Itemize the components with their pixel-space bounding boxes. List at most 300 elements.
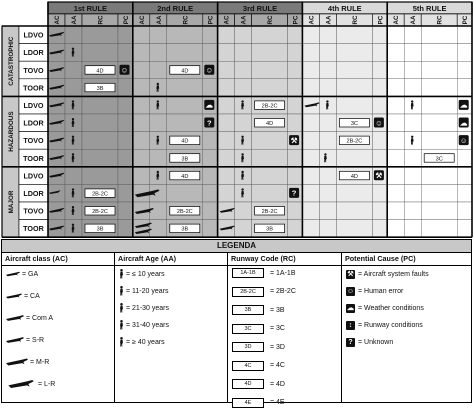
legend-ac-header: Aircraft class (AC) (2, 253, 114, 266)
runway-code-label: 2B-2C (92, 209, 108, 216)
matrix-cell (288, 61, 303, 79)
legend-pc-item (346, 336, 393, 348)
subcolumn-label-rc: RC (351, 15, 359, 25)
legend-rc-label: = 3B (270, 306, 285, 314)
matrix-cell (235, 61, 252, 79)
aircraft-ga-icon (6, 270, 20, 278)
subcolumn-label-pc: PC (462, 15, 470, 25)
aircraft-system-faults-icon: ⚒ (347, 271, 354, 278)
row-label-tovo: TOVO (23, 136, 44, 146)
svg-text:?: ? (291, 188, 297, 198)
matrix-cell (288, 44, 303, 62)
legend-aa-item (119, 268, 165, 280)
matrix-cell (404, 220, 421, 238)
legend-rc-item (232, 267, 296, 279)
matrix-cell (372, 184, 387, 202)
runway-code-box (255, 101, 285, 110)
matrix-cell (218, 114, 235, 132)
svg-text:☁: ☁ (205, 100, 214, 110)
subcolumn-label-rc: RC (436, 15, 444, 25)
matrix-cell (218, 96, 235, 114)
legend-pc-label: = Weather conditions (358, 304, 424, 312)
matrix-cell (118, 79, 133, 97)
subcolumn-label-pc: PC (122, 15, 130, 25)
matrix-cell (387, 26, 404, 44)
matrix-cell (404, 26, 421, 44)
matrix-cell (133, 26, 150, 44)
subcolumn-label-aa: AA (155, 15, 163, 25)
rule-label-3: 3rd RULE (242, 4, 278, 13)
runway-code-box (85, 83, 115, 92)
legend-pc-label: = Aircraft system faults (358, 270, 429, 278)
matrix-cell (252, 26, 288, 44)
matrix-cell (167, 26, 203, 44)
matrix-cell (372, 220, 387, 238)
row-label-ldvo: LDVO (23, 171, 44, 181)
row-label-tovo: TOVO (23, 65, 44, 75)
runway-code-box (85, 224, 115, 233)
age-figure-3-icon (119, 303, 124, 313)
runway-code-label: 2B-2C (261, 103, 278, 110)
matrix-cell (203, 132, 218, 150)
age-figure-4-icon (119, 320, 124, 330)
matrix-cell (336, 96, 372, 114)
legend-ac-item (6, 268, 38, 280)
legend-pc-label: = Human error (358, 287, 404, 295)
matrix-cell (336, 61, 372, 79)
matrix-cell (457, 26, 472, 44)
matrix-cell (421, 44, 457, 62)
legend-pc-label: = Runway conditions (358, 321, 423, 329)
legend-rc-item (232, 304, 285, 316)
subcolumn-label-rc: RC (182, 15, 190, 25)
matrix-cell (302, 114, 319, 132)
matrix-cell (133, 149, 150, 167)
matrix-cell (65, 61, 82, 79)
matrix-cell (252, 44, 288, 62)
runway-code-label: 2B-2C (346, 138, 363, 145)
matrix-cell (387, 44, 404, 62)
legend-rc-item (232, 341, 285, 353)
human-error-icon: ☺ (346, 287, 355, 295)
runway-code-label: 4D (181, 173, 189, 180)
matrix-cell (252, 167, 288, 185)
svg-text:⚒: ⚒ (290, 135, 298, 145)
category-label-major: MAJOR (8, 190, 15, 214)
matrix-cell (118, 184, 133, 202)
runway-code-label: 3B (96, 226, 104, 233)
legend-ac-item (6, 356, 49, 368)
matrix-cell (421, 132, 457, 150)
matrix-cell (336, 202, 372, 220)
matrix-cell (235, 202, 252, 220)
matrix-cell (252, 79, 288, 97)
matrix-cell (288, 202, 303, 220)
matrix-cell (235, 26, 252, 44)
matrix-cell (150, 114, 167, 132)
matrix-cell (203, 149, 218, 167)
human-error-icon (374, 118, 384, 128)
matrix-cell (203, 202, 218, 220)
legend-aircraft-age (115, 253, 228, 402)
legend-rc-item (232, 323, 285, 335)
matrix-cell (150, 202, 167, 220)
aircraft-system-faults-icon (374, 170, 384, 180)
legend-rc-label: = 4C (270, 362, 285, 369)
legend-aa-item (119, 319, 169, 331)
runway-code-box (424, 154, 454, 163)
age-figure-5-icon (119, 337, 124, 347)
legend-ac-label: = S-R (26, 336, 45, 344)
matrix-cell (421, 202, 457, 220)
category-label-catastrophic: CATASTROPHIC (8, 36, 15, 86)
legend-aa-label: = ≥ 40 years (126, 338, 165, 346)
runway-code-box (255, 224, 285, 233)
matrix-cell (133, 44, 150, 62)
matrix-cell (288, 26, 303, 44)
legend-ac-label: = M-R (30, 358, 50, 366)
subcolumn-label-ac: AC (54, 15, 61, 25)
legend-rc-label: = 2B-2C (270, 288, 296, 295)
matrix-cell (118, 96, 133, 114)
legend-rc-label: = 1A-1B (270, 269, 296, 277)
matrix-cell (457, 202, 472, 220)
subcolumn-label-aa: AA (240, 15, 248, 25)
matrix-cell (457, 149, 472, 167)
unknown-icon (204, 118, 214, 128)
matrix-cell (133, 114, 150, 132)
legend-aa-label: = 31-40 years (126, 321, 169, 329)
legend-rc-item (232, 286, 296, 298)
matrix-cell (235, 79, 252, 97)
matrix-cell (252, 184, 288, 202)
matrix-cell (302, 132, 319, 150)
matrix-cell (118, 167, 133, 185)
matrix-cell (133, 61, 150, 79)
legend-aa-label: = 11-20 years (126, 287, 169, 295)
matrix-cell (302, 26, 319, 44)
matrix-cell (252, 132, 288, 150)
matrix-cell (372, 61, 387, 79)
runway-code-box (85, 207, 115, 216)
matrix-cell (218, 184, 235, 202)
runway-code-box (85, 189, 115, 198)
runway-code-box (339, 136, 369, 145)
legend-potential-cause (342, 253, 471, 402)
matrix-cell (319, 61, 336, 79)
matrix-cell (218, 61, 235, 79)
matrix-cell (118, 26, 133, 44)
matrix-cell (421, 184, 457, 202)
matrix-cell (82, 149, 118, 167)
matrix-cell (288, 79, 303, 97)
subcolumn-label-aa: AA (325, 15, 333, 25)
subcolumn-label-ac: AC (223, 15, 231, 25)
matrix-cell (288, 167, 303, 185)
runway-code-label: 2B-2C (261, 209, 278, 216)
matrix-cell (82, 44, 118, 62)
legend-rc-label: = 4E (270, 399, 285, 406)
matrix-cell (167, 114, 203, 132)
subcolumn-label-rc: RC (267, 15, 275, 25)
age-figure-1-icon (119, 269, 124, 279)
matrix-cell (404, 202, 421, 220)
row-label-tovo: TOVO (23, 206, 44, 216)
matrix-cell (421, 79, 457, 97)
matrix-cell (372, 149, 387, 167)
unknown-icon (289, 188, 299, 198)
weather-conditions-icon (459, 100, 469, 110)
legend-pc-header: Potential Cause (PC) (342, 253, 471, 266)
matrix-cell (372, 26, 387, 44)
matrix-cell (387, 149, 404, 167)
matrix-cell (218, 44, 235, 62)
matrix-cell (288, 149, 303, 167)
matrix-cell (82, 96, 118, 114)
runway-code-label: 2B-2C (176, 209, 193, 216)
row-label-ldor: LDOR (23, 189, 44, 198)
matrix-cell (387, 132, 404, 150)
legend-runway-code (228, 253, 342, 406)
matrix-cell (203, 220, 218, 238)
row-label-toor: TOOR (23, 224, 44, 234)
matrix-cell (421, 26, 457, 44)
legend-aa-item (119, 302, 169, 314)
matrix-cell (65, 79, 82, 97)
subcolumn-label-pc: PC (377, 15, 385, 25)
matrix-cell (319, 44, 336, 62)
human-error-icon (204, 65, 214, 75)
matrix-cell (319, 202, 336, 220)
matrix-cell (150, 220, 167, 238)
matrix-cell (302, 149, 319, 167)
matrix-cell (167, 96, 203, 114)
matrix-cell (150, 149, 167, 167)
unknown-icon: ? (346, 338, 355, 347)
legend-rc-header: Runway Code (RC) (228, 253, 341, 266)
legend-aa-label: = ≤ 10 years (126, 270, 165, 278)
matrix-cell (302, 79, 319, 97)
legend-ac-label: = Com A (26, 314, 54, 322)
legend-ac-item (6, 334, 44, 346)
aircraft-m-r-icon (6, 358, 28, 366)
aircraft-s-r-icon (6, 336, 24, 344)
legend-rc-label: = 4D (270, 380, 285, 388)
matrix-cell (118, 202, 133, 220)
matrix-cell (372, 202, 387, 220)
matrix-cell (203, 44, 218, 62)
matrix-cell (150, 26, 167, 44)
matrix-cell (336, 79, 372, 97)
row-label-ldor: LDOR (23, 48, 44, 58)
matrix-cell (319, 132, 336, 150)
row-label-toor: TOOR (23, 83, 44, 93)
row-label-toor: TOOR (23, 153, 44, 163)
matrix-cell (235, 220, 252, 238)
runway-code-box (255, 207, 285, 216)
legend-aa-header: Aircraft Age (AA) (115, 253, 227, 266)
runway-code-label: 4D (350, 173, 358, 180)
matrix-cell (133, 132, 150, 150)
runway-code-label: 4D (96, 68, 104, 75)
subcolumn-label-ac: AC (393, 15, 401, 25)
matrix-cell (457, 167, 472, 185)
matrix-cell (457, 220, 472, 238)
svg-text:☺: ☺ (459, 135, 468, 145)
matrix-cell (404, 184, 421, 202)
matrix-cell (133, 220, 150, 238)
subcolumn-label-rc: RC (97, 15, 105, 25)
svg-text:☺: ☺ (120, 65, 129, 75)
matrix-cell (218, 167, 235, 185)
matrix-cell (65, 167, 82, 185)
matrix-cell (404, 61, 421, 79)
matrix-cell (387, 202, 404, 220)
aircraft-ca-icon (6, 292, 22, 300)
matrix-cell (118, 132, 133, 150)
matrix-cell (457, 79, 472, 97)
matrix-cell (218, 132, 235, 150)
matrix-cell (288, 114, 303, 132)
runway-code-box (85, 66, 115, 75)
matrix-cell (302, 44, 319, 62)
runway-code-box (339, 119, 369, 128)
matrix-cell (319, 167, 336, 185)
row-label-ldvo: LDVO (23, 30, 44, 40)
matrix-cell (118, 149, 133, 167)
runway-code-label: 3C (435, 156, 443, 163)
matrix-cell (302, 167, 319, 185)
matrix-cell (82, 167, 118, 185)
runway-code-box (170, 136, 200, 145)
legend-aa-label: = 21-30 years (126, 304, 169, 312)
legend-rc-label: = 3D (270, 343, 285, 351)
legend-ac-item (6, 312, 53, 324)
matrix-cell (404, 79, 421, 97)
legend-ac-item (6, 378, 55, 390)
runway-code-sample: 4E (232, 398, 264, 408)
runway-code-box (255, 119, 285, 128)
matrix-cell (387, 114, 404, 132)
subcolumn-label-aa: AA (71, 15, 78, 25)
matrix-cell (218, 26, 235, 44)
runway-code-label: 3B (266, 226, 274, 233)
matrix-cell (82, 132, 118, 150)
runway-code-sample: 2B-2C (232, 287, 264, 297)
matrix-cell (82, 114, 118, 132)
matrix-cell (319, 220, 336, 238)
matrix-cell (421, 167, 457, 185)
age-figure-2-icon (119, 286, 124, 296)
matrix-cell (319, 114, 336, 132)
matrix-cell (421, 96, 457, 114)
legend-rc-item (232, 397, 285, 409)
runway-code-label: 4D (181, 138, 189, 145)
aircraft-system-faults-icon (289, 135, 299, 145)
legend-pc-item (346, 302, 424, 314)
matrix-cell (372, 79, 387, 97)
legend-pc-item (346, 285, 403, 297)
runway-code-label: 3C (350, 121, 358, 128)
legend-rc-item (232, 378, 285, 390)
rule-label-4: 4th RULE (327, 4, 362, 13)
matrix-cell (302, 61, 319, 79)
svg-text:⚒: ⚒ (375, 171, 383, 181)
matrix-cell (218, 149, 235, 167)
weather-conditions-icon (204, 100, 214, 110)
matrix-cell (404, 114, 421, 132)
aircraft-com-a-icon (6, 314, 24, 322)
legend-panel (1, 239, 472, 406)
matrix-cell (133, 79, 150, 97)
matrix-cell (302, 184, 319, 202)
matrix-cell (336, 149, 372, 167)
svg-text:☺: ☺ (205, 65, 214, 75)
matrix-cell (387, 61, 404, 79)
matrix-cell (372, 132, 387, 150)
matrix-cell (252, 61, 288, 79)
runway-code-sample: 3B (232, 305, 264, 315)
matrix-cell (203, 184, 218, 202)
legend-aa-item (119, 336, 165, 348)
matrix-cell (421, 114, 457, 132)
matrix-cell (387, 184, 404, 202)
matrix-cell (404, 44, 421, 62)
matrix-cell (387, 96, 404, 114)
runway-code-sample: 4C (232, 361, 264, 371)
matrix-cell (336, 44, 372, 62)
category-label-hazardous: HAZARDOUS (8, 111, 15, 152)
matrix-cell (203, 79, 218, 97)
svg-text:☁: ☁ (459, 100, 468, 110)
matrix-cell (167, 79, 203, 97)
weather-conditions-icon: ☁ (347, 305, 354, 312)
svg-text:?: ? (207, 118, 212, 128)
legend-ac-label: = GA (22, 270, 39, 278)
matrix-cell (457, 44, 472, 62)
matrix-cell (372, 44, 387, 62)
matrix-cell (288, 96, 303, 114)
legend-rc-label: = 3C (270, 325, 285, 332)
matrix-cell (167, 44, 203, 62)
human-error-icon (120, 65, 130, 75)
matrix-cell (118, 44, 133, 62)
matrix-cell (336, 220, 372, 238)
matrix-cell (65, 26, 82, 44)
runway-code-box (170, 66, 200, 75)
matrix-cell (319, 79, 336, 97)
runway-code-box (170, 171, 200, 180)
matrix-cell (150, 61, 167, 79)
runway-code-box (170, 224, 200, 233)
matrix-cell (82, 26, 118, 44)
matrix-cell (319, 149, 336, 167)
matrix-cell (457, 184, 472, 202)
legend-ac-label: = L-R (38, 380, 56, 388)
matrix-cell (302, 202, 319, 220)
human-error-icon (459, 135, 469, 145)
runway-code-label: 2B-2C (92, 191, 108, 198)
matrix-cell (319, 26, 336, 44)
legend-title: LEGENDA (2, 240, 471, 253)
runway-code-box (170, 207, 200, 216)
matrix-cell (404, 149, 421, 167)
matrix-cell (372, 96, 387, 114)
matrix-cell (235, 44, 252, 62)
legend-aa-item (119, 285, 168, 297)
svg-text:☁: ☁ (459, 118, 468, 128)
legend-pc-label: = Unknown (358, 338, 394, 346)
